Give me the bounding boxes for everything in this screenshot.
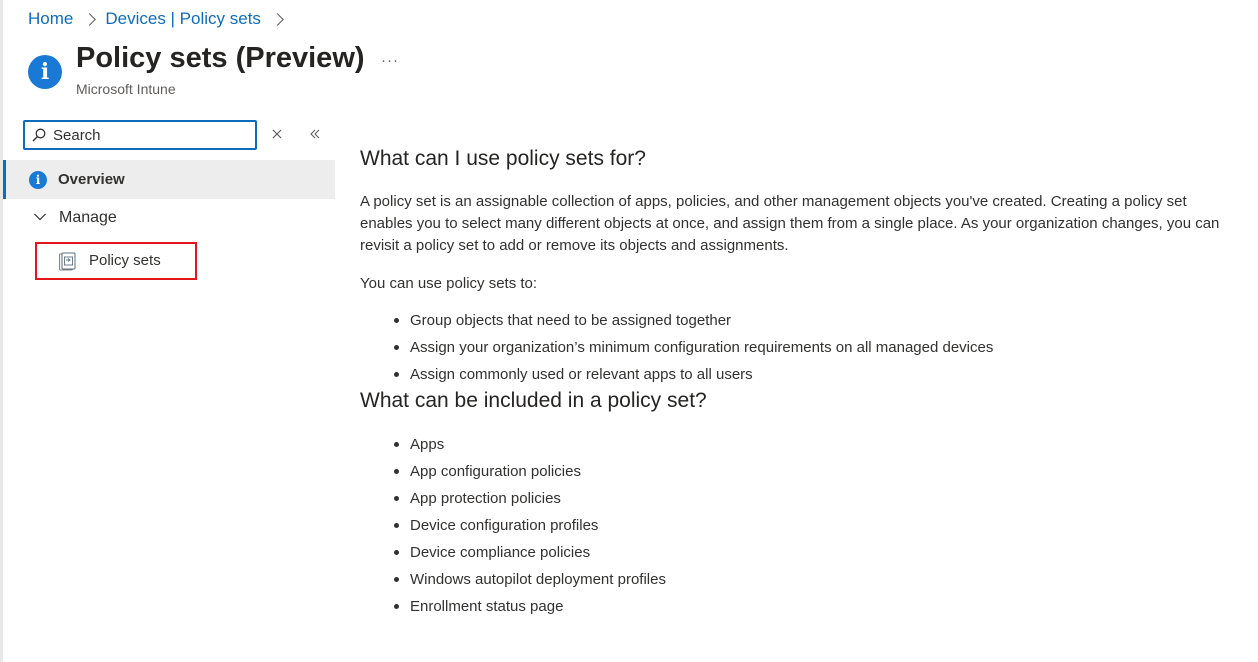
breadcrumb [28,8,293,30]
more-options-button[interactable]: ··· [381,52,399,69]
uses-list [360,307,1228,388]
chevron-down-icon [33,210,47,224]
uses-intro: You can use policy sets to: [360,275,538,292]
heading-uses: What can I use policy sets for? [360,147,646,170]
overview-content [360,146,1228,620]
heading-included: What can be included in a policy set? [360,389,707,412]
clear-search-icon[interactable] [270,127,284,141]
list-item: Assign your organization’s minimum configuration requirements on all managed devices [410,334,1228,361]
list-item: Apps [410,431,1228,458]
list-item: Windows autopilot deployment profiles [410,566,1228,593]
list-item: Device configuration profiles [410,512,1228,539]
list-item: App protection policies [410,485,1228,512]
left-edge [0,0,3,662]
breadcrumb-chevron-icon [271,13,284,26]
search-box[interactable] [23,120,257,150]
selected-marker [3,160,6,199]
search-icon [32,128,46,142]
description-paragraph: A policy set is an assignable collection of apps, policies, and other management objects you've created. Creating a policy set enables you to select many different objects at once, and assign them from a single place. As your organization changes, you can revisit a policy set to add or remove its objects and assignments. [360,193,1220,254]
nav-group-manage[interactable] [3,206,335,232]
nav-item-overview-label: Overview [58,171,125,188]
nav-group-manage-label: Manage [59,209,117,226]
list-item: Enrollment status page [410,593,1228,620]
list-item: App configuration policies [410,458,1228,485]
list-item: Device compliance policies [410,539,1228,566]
breadcrumb-devices-policy-sets[interactable]: Devices | Policy sets [105,9,261,28]
list-item: Group objects that need to be assigned together [410,307,1228,334]
nav-item-overview[interactable] [3,160,335,199]
page-subtitle: Microsoft Intune [76,81,176,97]
collapse-menu-icon[interactable] [308,127,322,141]
nav-item-policy-sets[interactable] [35,242,197,280]
search-input[interactable] [53,122,253,148]
list-item: Assign commonly used or relevant apps to all users [410,361,1228,388]
info-icon: i [29,171,47,189]
nav-item-policy-sets-label: Policy sets [89,252,161,269]
included-list [360,431,1228,620]
policy-set-icon [57,252,77,272]
breadcrumb-chevron-icon [83,13,96,26]
page-title: Policy sets (Preview) [76,42,365,74]
breadcrumb-home[interactable]: Home [28,9,74,28]
info-icon: i [28,55,62,89]
